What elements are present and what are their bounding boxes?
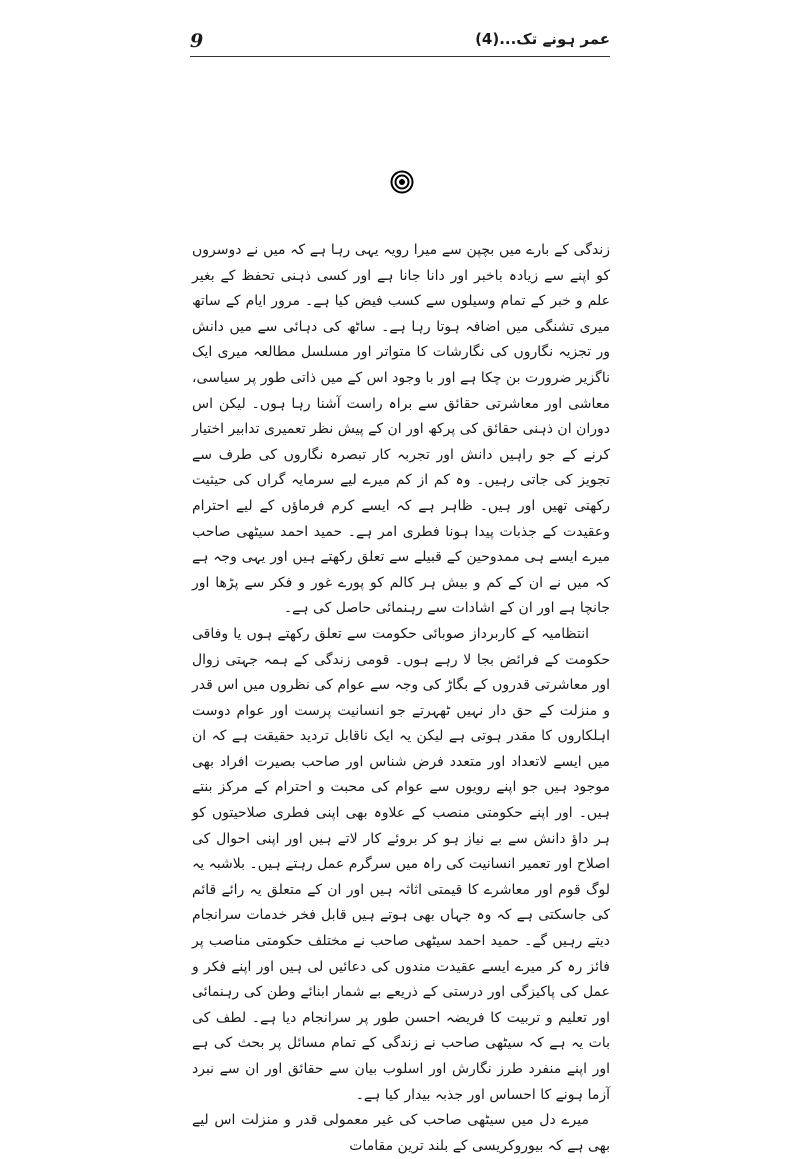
- paragraph-1: زندگی کے بارے میں بچپن سے میرا رویہ یہی رہا ہے کہ میں نے دوسروں کو اپنے سے زیادہ باخبر اور دانا جانا ہے اور کسی ذہنی تحفظ کے بغیر علم و خبر کے تمام وسیلوں سے کسب فیض کیا ہے۔ مرور ایام کے ساتھ میری تشنگی میں اضافہ ہوتا رہا ہے۔ ساٹھ کی دہائی سے میں دانش ور تجزیہ نگاروں کی نگارشات کا متواتر اور مسلسل مطالعہ میری ایک ناگزیر ضرورت بن چکا ہے اور با وجود اس کے میں ذاتی طور پر سیاسی، معاشی اور معاشرتی حقائق سے براہ راست آشنا رہا ہوں۔ لیکن اس دوران ان ذہنی حقائق کی پرکھ اور ان کے پیش نظر تعمیری تدابیر اختیار کرنے کے جو راہیں دانش اور تجربہ کار تبصرہ نگاروں کی طرف سے تجویز کی جاتی رہیں۔ وہ کم از کم میرے لیے سرمایہ گراں کی حیثیت رکھتی تھیں اور ہیں۔ ظاہر ہے کہ ایسے کرم فرماؤں کے لیے احترام وعقیدت کے جذبات پیدا ہونا فطری امر ہے۔ حمید احمد سیٹھی صاحب میرے ایسے ہی ممدوحین کے قبیلے سے تعلق رکھتے ہیں اور یہی وجہ ہے کہ میں نے ان کے کم و بیش ہر کالم کو پورے غور و فکر سے پڑھا اور جانچا ہے اور ان کے اشادات سے رہنمائی حاصل کی ہے۔: [192, 242, 610, 617]
- header-rule: [190, 56, 610, 57]
- running-title: عمر ہونے تک...(4): [475, 30, 610, 48]
- paragraph-2: انتظامیہ کے کاربرداز صوبائی حکومت سے تعلق رکھتے ہوں یا وفاقی حکومت کے فرائض بجا لا رہے ہوں۔ قومی زندگی کے ہمہ جہتی زوال اور معاشرتی قدروں کے بگاڑ کی وجہ سے عوام کی نظروں میں اس قدر و منزلت کے حق دار نہیں ٹھہرتے جو انسانیت پرست اور عوام دوست اہلکاروں کا مقدر ہوتی ہے لیکن یہ ایک ناقابل تردید حقیقت ہے کہ ان میں ایسے لاتعداد اور متعدد فرض شناس اور صاحب بصیرت افراد بھی موجود ہیں جو اپنے رویوں سے عوام کی محبت و احترام کے مرکز بنتے ہیں۔ اور اپنے حکومتی منصب کے علاوہ بھی اپنی فطری صلاحیتوں کو ہر داؤ دانش سے بے نیاز ہو کر بروئے کار لاتے ہیں اور اپنی احوال کی اصلاح اور تعمیر انسانیت کی راہ میں سرگرم عمل رہتے ہیں۔ بلاشبہ یہ لوگ قوم اور معاشرے کا قیمتی اثاثہ ہیں اور ان کے متعلق یہ رائے قائم کی جاسکتی ہے کہ وہ جہاں بھی ہوتے ہیں قابل فخر خدمات سرانجام دیتے رہیں گے۔ حمید احمد سیٹھی صاحب نے مختلف حکومتی مناصب پر فائز رہ کر میرے ایسے عقیدت مندوں کی دعائیں لی ہیں اور اپنے فکر و عمل کی پاکیزگی اور درستی کے ذریعے بے شمار ابنائے وطن کی رہنمائی اور تعلیم و تربیت کا فریضہ احسن طور پر سرانجام دیا ہے۔ لطف کی بات یہ ہے کہ سیٹھی صاحب نے زندگی کے تمام مسائل پر بحث کی ہے اور اپنے منفرد طرز نگارش اور اسلوب بیان سے حقائق اور ان سے نبرد آزما ہونے کا احساس اور جذبہ بیدار کیا ہے۔: [192, 625, 610, 1103]
- body-text: [192, 238, 610, 1159]
- page-header: [190, 30, 610, 56]
- page-number: 9: [190, 30, 204, 52]
- target-circle-icon: [390, 170, 414, 194]
- paragraph-3: میرے دل میں سیٹھی صاحب کی غیر معمولی قدر و منزلت اس لیے بھی ہے کہ بیوروکریسی کے بلند ترین مقامات: [192, 1112, 610, 1154]
